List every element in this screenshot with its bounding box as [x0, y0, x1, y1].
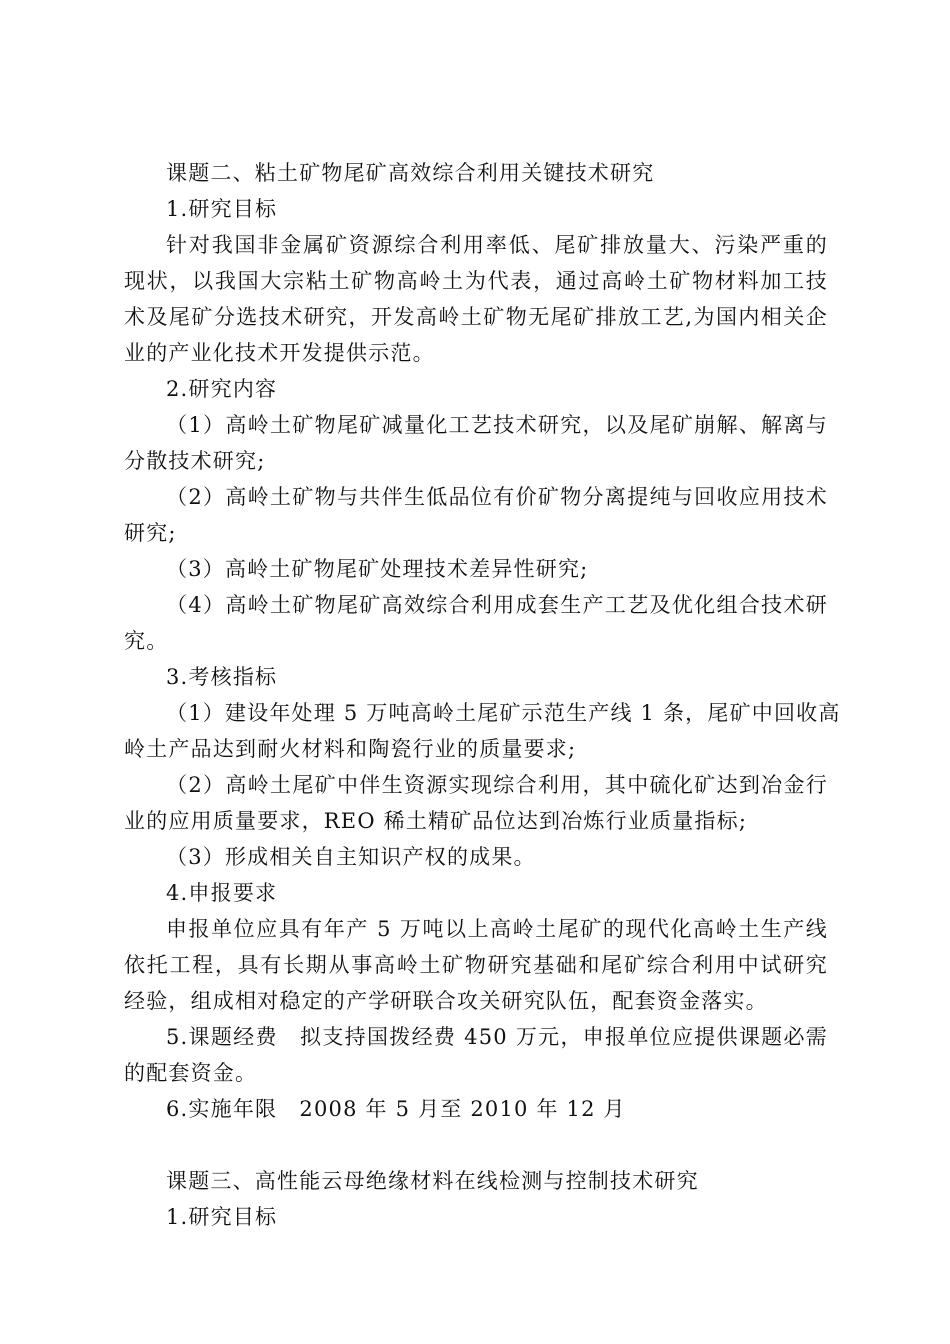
list-item-continuation: 究。	[124, 629, 169, 653]
list-item-continuation: 研究;	[124, 521, 177, 545]
list-item: （3）高岭土矿物尾矿处理技术差异性研究;	[166, 557, 589, 581]
paragraph-line: 现状，以我国大宗粘土矿物高岭土为代表，通过高岭土矿物材料加工技	[124, 269, 828, 293]
list-item: （4）高岭土矿物尾矿高效综合利用成套生产工艺及优化组合技术研	[166, 593, 828, 617]
paragraph-line: 经验，组成相对稳定的产学研联合攻关研究队伍，配套资金落实。	[124, 989, 768, 1013]
subsection-heading: 1.研究目标	[166, 1205, 278, 1229]
list-item-continuation: 业的应用质量要求，REO 稀土精矿品位达到冶炼行业质量指标;	[124, 809, 748, 833]
paragraph-line: 业的产业化技术开发提供示范。	[124, 341, 435, 365]
paragraph-line: 申报单位应具有年产 5 万吨以上高岭土尾矿的现代化高岭土生产线	[166, 917, 828, 941]
section-title: 课题三、高性能云母绝缘材料在线检测与控制技术研究	[166, 1169, 699, 1193]
funding-line: 的配套资金。	[124, 1061, 258, 1085]
paragraph-line: 针对我国非金属矿资源综合利用率低、尾矿排放量大、污染严重的	[166, 233, 828, 257]
paragraph-line: 依托工程，具有长期从事高岭土矿物研究基础和尾矿综合利用中试研究	[124, 953, 828, 977]
list-item-continuation: 岭土产品达到耐火材料和陶瓷行业的质量要求;	[124, 737, 577, 761]
period-line: 6.实施年限 2008 年 5 月至 2010 年 12 月	[166, 1097, 626, 1121]
subsection-heading: 2.研究内容	[166, 377, 278, 401]
list-item: （2）高岭土矿物与共伴生低品位有价矿物分离提纯与回收应用技术	[166, 485, 828, 509]
subsection-heading: 1.研究目标	[166, 197, 278, 221]
paragraph-line: 术及尾矿分选技术研究，开发高岭土矿物无尾矿排放工艺,为国内相关企	[124, 305, 828, 329]
subsection-heading: 4.申报要求	[166, 881, 278, 905]
list-item: （2）高岭土尾矿中伴生资源实现综合利用，其中硫化矿达到冶金行	[166, 773, 828, 797]
list-item-continuation: 分散技术研究;	[124, 449, 266, 473]
list-item: （1）高岭土矿物尾矿减量化工艺技术研究，以及尾矿崩解、解离与	[166, 413, 828, 437]
list-item: （1）建设年处理 5 万吨高岭土尾矿示范生产线 1 条，尾矿中回收高	[166, 701, 841, 725]
section-title: 课题二、粘土矿物尾矿高效综合利用关键技术研究	[166, 161, 655, 185]
subsection-heading: 3.考核指标	[166, 665, 278, 689]
list-item: （3）形成相关自主知识产权的成果。	[166, 845, 536, 869]
funding-line: 5.课题经费 拟支持国拨经费 450 万元，申报单位应提供课题必需	[166, 1025, 828, 1049]
